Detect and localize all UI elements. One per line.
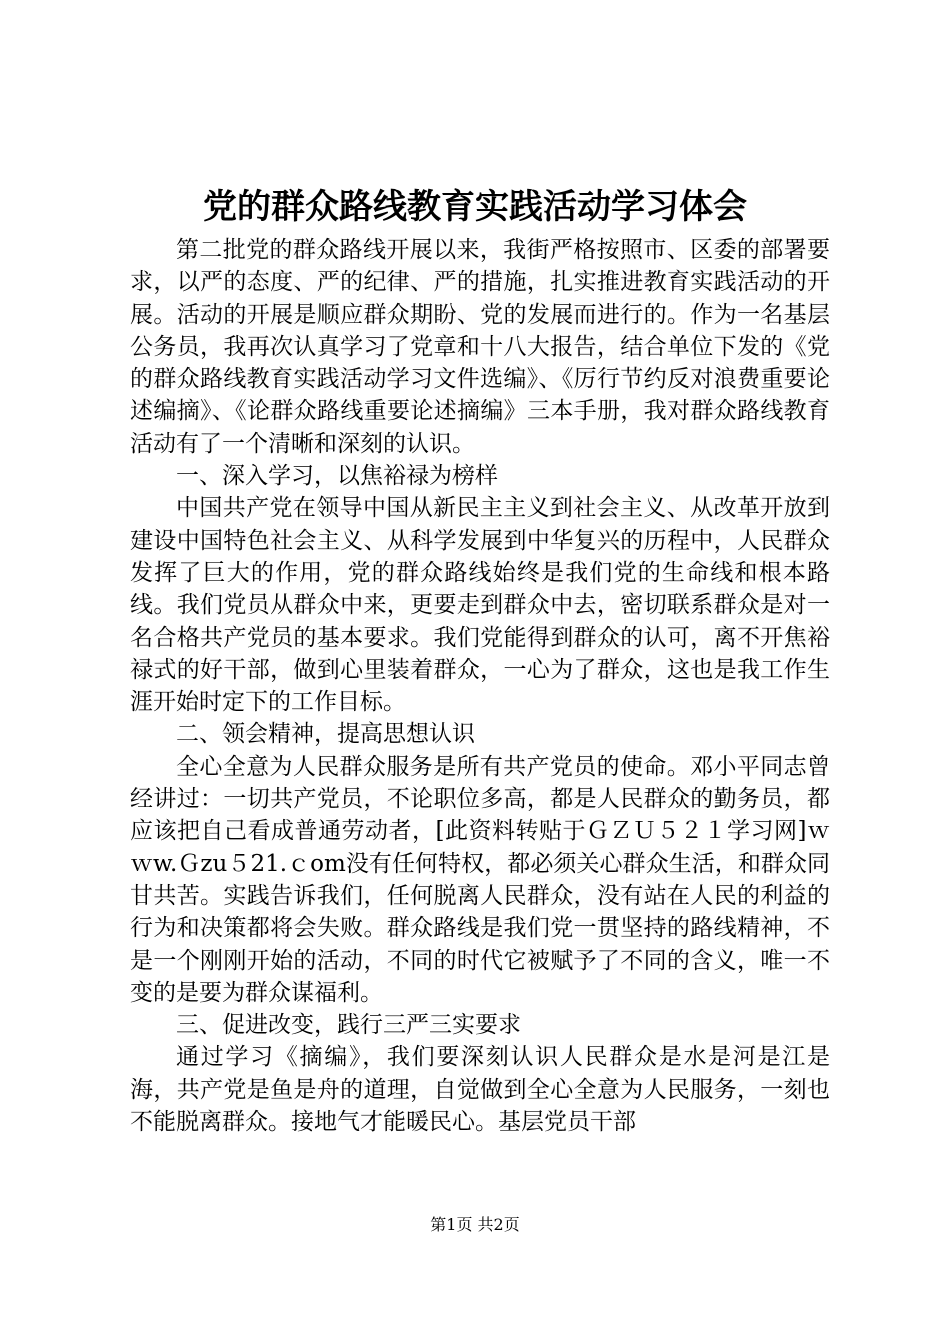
section-heading-1: 一、深入学习，以焦裕禄为榜样 [176,463,498,490]
section-heading-2: 二、领会精神，提高思想认识 [176,721,475,748]
paragraph-section-1: 中国共产党在领导中国从新民主主义到社会主义、从改革开放到建设中国特色社会主义、从科学发展到中华复兴的历程中，人民群众发挥了巨大的作用，党的群众路线始终是我们党的生命线和根本路线。我们党员从群众中来，更要走到群众中去，密切联系群众是对一名合格共产党员的基本要求。我们党能得到群众的认可，离不开焦裕禄式的好干部，做到心里装着群众，一心为了群众，这也是我工作生涯开始时定下的工作目标。 [130,495,830,716]
paragraph-section-3: 通过学习《摘编》，我们要深刻认识人民群众是水是河是江是海，共产党是鱼是舟的道理，自觉做到全心全意为人民服务，一刻也不能脱离群众。接地气才能暖民心。基层党员干部 [130,1044,830,1136]
document-title: 党的群众路线教育实践活动学习体会 [203,187,747,227]
paragraph-section-2: 全心全意为人民群众服务是所有共产党员的使命。邓小平同志曾经讲过：一切共产党员，不论职位多高，都是人民群众的勤务员，都应该把自己看成普通劳动者，[此资料转贴于ＧＺＵ５２１学习网]ｗｗw.Ｇzu５21.ｃom没有任何特权，都必须关心群众生活，和群众同甘共苦。实践告诉我们，任何脱离人民群众，没有站在人民的利益的行为和决策都将会失败。群众路线是我们党一贯坚持的路线精神，不是一个刚刚开始的活动，不同的时代它被赋予了不同的含义，唯一不变的是要为群众谋福利。 [130,753,830,1006]
page-number-footer: 第1页 共2页 [430,1215,520,1234]
paragraph-intro: 第二批党的群众路线开展以来，我街严格按照市、区委的部署要求，以严的态度、严的纪律、严的措施，扎实推进教育实践活动的开展。活动的开展是顺应群众期盼、党的发展而进行的。作为一名基层公务员，我再次认真学习了党章和十八大报告，结合单位下发的《党的群众路线教育实践活动学习文件选编》、《厉行节约反对浪费重要论述编摘》、《论群众路线重要论述摘编》三本手册，我对群众路线教育活动有了一个清晰和深刻的认识。 [130,237,830,457]
section-heading-3: 三、促进改变，践行三严三实要求 [176,1012,521,1039]
document-body [130,234,830,1138]
